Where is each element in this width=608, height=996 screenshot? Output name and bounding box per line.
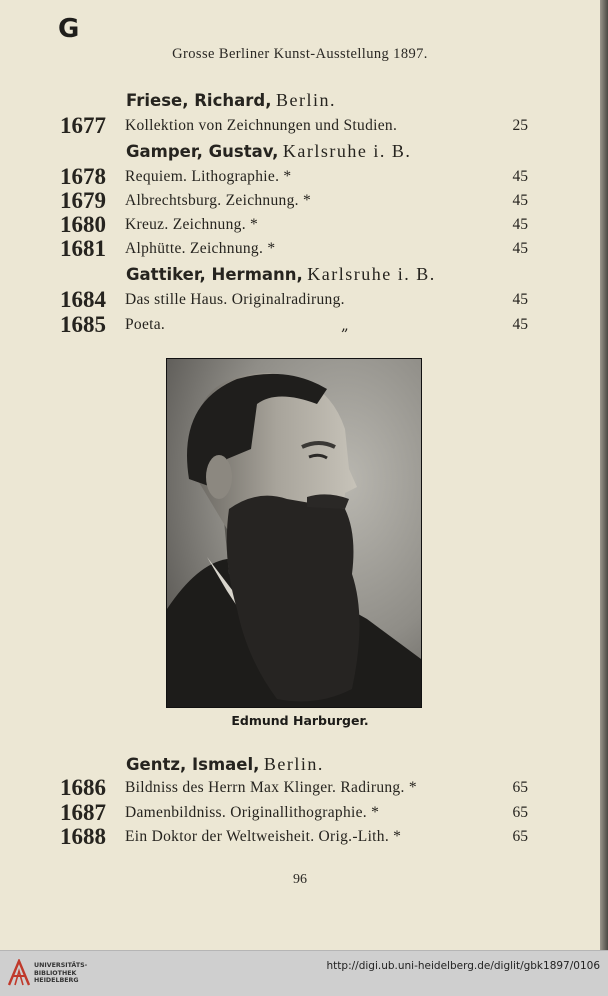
artist-name: Friese, Richard, [126, 91, 272, 110]
work-price: 65 [512, 804, 528, 821]
catalogue-entry [0, 113, 600, 139]
catalogue-entry [0, 236, 600, 262]
artist-heading [0, 751, 600, 777]
catalogue-number: 1681 [60, 236, 106, 261]
work-price: 45 [512, 192, 528, 209]
artist-city: Berlin. [275, 90, 336, 110]
artist-name: Gamper, Gustav, [126, 142, 279, 161]
page-edge-shadow [600, 0, 608, 950]
work-price: 45 [512, 291, 528, 308]
catalogue-number: 1684 [60, 287, 106, 312]
catalogue-entry [0, 800, 600, 826]
artist-city: Karlsruhe i. B. [282, 141, 412, 161]
artist-heading [0, 138, 600, 164]
corner-mark: G [58, 14, 80, 44]
work-title: Requiem. Lithographie. * [125, 168, 292, 185]
permalink-url[interactable]: http://digi.ub.uni-heidelberg.de/diglit/gbk1897/0106 [326, 960, 600, 972]
work-title: Kreuz. Zeichnung. * [125, 216, 259, 233]
catalogue-number: 1678 [60, 164, 106, 189]
catalogue-entry [0, 824, 600, 850]
artist-name: Gentz, Ismael, [126, 755, 260, 774]
viewer-footer-bar [0, 950, 608, 996]
artist-city: Berlin. [263, 754, 324, 774]
portrait-photograph [166, 358, 422, 708]
catalogue-number: 1688 [60, 824, 106, 849]
work-title: Albrechtsburg. Zeichnung. * [125, 192, 312, 209]
university-library-logo-icon[interactable] [6, 959, 32, 987]
catalogue-entry [0, 287, 600, 313]
ditto-mark: „ [341, 316, 349, 334]
catalogue-entry [0, 188, 600, 214]
work-title: Poeta. [125, 316, 166, 333]
work-price: 25 [512, 117, 528, 134]
catalogue-entry [0, 212, 600, 238]
catalogue-entry [0, 775, 600, 801]
artist-name: Gattiker, Hermann, [126, 265, 303, 284]
artist-heading [0, 261, 600, 287]
bearded-man-portrait-icon [167, 359, 421, 707]
work-title: Kollektion von Zeichnungen und Studien. [125, 117, 398, 134]
library-name: UNIVERSITÄTS- BIBLIOTHEK HEIDELBERG [34, 962, 88, 984]
artist-city: Karlsruhe i. B. [307, 264, 436, 284]
work-title: Bildniss des Herrn Max Klinger. Radirung. * [125, 779, 417, 796]
work-title: Damenbildniss. Originallithographie. * [125, 804, 380, 821]
catalogue-number: 1685 [60, 312, 106, 337]
work-price: 65 [512, 828, 528, 845]
work-price: 45 [512, 168, 528, 185]
catalogue-number: 1679 [60, 188, 106, 213]
catalogue-entry [0, 164, 600, 190]
catalogue-number: 1686 [60, 775, 106, 800]
catalogue-number: 1687 [60, 800, 106, 825]
work-price: 45 [512, 240, 528, 257]
artist-heading [0, 87, 600, 113]
work-price: 65 [512, 779, 528, 796]
work-title: Alphütte. Zeichnung. * [125, 240, 276, 257]
catalogue-number: 1680 [60, 212, 106, 237]
running-header: Grosse Berliner Kunst-Ausstellung 1897. [172, 46, 428, 62]
work-title: Ein Doktor der Weltweisheit. Orig.-Lith. * [125, 828, 402, 845]
catalogue-number: 1677 [60, 113, 106, 138]
illustration-caption: Edmund Harburger. [231, 713, 369, 728]
work-price: 45 [512, 316, 528, 333]
work-title: Das stille Haus. Originalradirung. [125, 291, 345, 308]
catalogue-entry [0, 312, 600, 338]
work-price: 45 [512, 216, 528, 233]
page-number: 96 [293, 872, 307, 887]
